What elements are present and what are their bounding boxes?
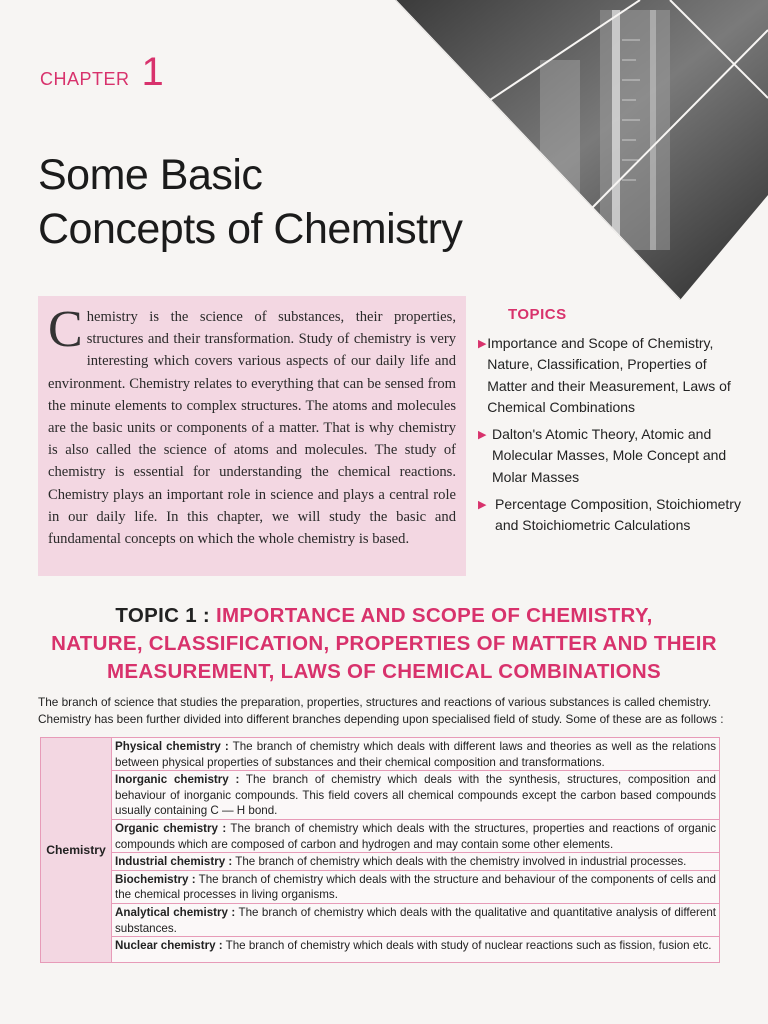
- branches-rows: [112, 738, 719, 962]
- lead-line-1: The branch of science that studies the preparation, properties, structures and reactions of various substances is called chemistry.: [38, 695, 712, 709]
- topic-item-text: Percentage Composition, Stoichiometry and Stoichiometric Calculations: [495, 496, 741, 534]
- branch-row-biochemistry: [112, 871, 719, 904]
- topic-item-text: Importance and Scope of Chemistry, Nature, Classification, Properties of Matter and their Measurement, Laws of Chemical Combinations: [487, 335, 731, 415]
- branch-name: Industrial chemistry :: [115, 855, 233, 869]
- topic-1-line-3: MEASUREMENT, LAWS OF CHEMICAL COMBINATIONS: [107, 660, 661, 683]
- branch-desc: The branch of chemistry which deals with the qualitative and quantitative analysis of different substances.: [115, 905, 717, 935]
- branch-desc: The branch of chemistry which deals with different laws and theories as well as the relations between physical properties of substances and their chemical composition and transformations.: [115, 740, 716, 769]
- topic-1-prefix: TOPIC 1 :: [115, 604, 217, 627]
- branch-row-analytical: [112, 904, 719, 937]
- title-line-1: Some Basic: [38, 151, 263, 199]
- topic-item: [478, 333, 748, 418]
- chapter-label: [40, 52, 164, 92]
- page-title: [38, 148, 558, 256]
- intro-text: hemistry is the science of substances, their properties, structures and their transformation. Study of chemistry is very interesting which covers various aspects of our daily life and environment. Chemistry relates to everything that can be sensed from the minute elements to complex structures. The atoms and molecules are the basic units or components of a matter. That is why chemistry is also called the science of atoms and molecules. The study of chemistry is essential for understanding the chemical reactions. Chemistry plays an important role in science and plays a central role in our daily life. In this chapter, we will study the basic and fundamental concepts on which the whole chemistry is based.: [48, 309, 456, 548]
- topics-list: [478, 306, 748, 543]
- intro-box: [38, 296, 466, 576]
- triangle-right-icon: ▶: [478, 338, 487, 350]
- chapter-number: 1: [141, 50, 164, 94]
- branch-name: Organic chemistry :: [115, 821, 227, 835]
- branch-desc: The branch of chemistry which deals with the chemistry involved in industrial processes.: [235, 855, 687, 869]
- topic-item-text: Dalton's Atomic Theory, Atomic and Molecular Masses, Mole Concept and Molar Masses: [492, 426, 727, 485]
- chapter-word: CHAPTER: [40, 69, 130, 89]
- branch-desc: The branch of chemistry which deals with the synthesis, structures, composition and behaviour of inorganic compounds. This field covers all chemical compounds except the carbon based compounds usually containing C — H bond.: [115, 773, 716, 818]
- branch-name: Nuclear chemistry :: [115, 939, 223, 953]
- topic-item: [478, 424, 748, 488]
- branches-table: [40, 737, 720, 963]
- lead-paragraph: [38, 694, 728, 728]
- branch-name: Inorganic chemistry :: [115, 773, 240, 787]
- branches-category-label: Chemistry: [46, 843, 106, 857]
- triangle-right-icon: ▶: [478, 499, 487, 512]
- lead-line-2: Chemistry has been further divided into different branches depending upon specialised field of study. Some of these are as follows :: [38, 712, 724, 726]
- topic-1-line-2: NATURE, CLASSIFICATION, PROPERTIES OF MATTER AND THEIR: [51, 632, 717, 655]
- topic-item: [478, 494, 748, 537]
- branch-desc: The branch of chemistry which deals with the structure and behaviour of the components of cells and the chemical processes in living organisms.: [115, 872, 716, 902]
- triangle-right-icon: ▶: [478, 429, 487, 442]
- topic-1-heading: [20, 602, 748, 686]
- branch-name: Biochemistry :: [115, 872, 196, 886]
- branch-name: Analytical chemistry :: [115, 905, 236, 919]
- branch-name: Physical chemistry :: [115, 740, 229, 753]
- title-line-2: Concepts of Chemistry: [38, 205, 463, 253]
- branch-row-nuclear: [112, 937, 719, 954]
- branches-category-cell: [41, 738, 112, 962]
- branch-row-industrial: [112, 853, 719, 871]
- branch-desc: The branch of chemistry which deals with the structures, properties and reactions of organic compounds which are composed of carbon and hydrogen and may contain some other elements.: [115, 821, 717, 851]
- intro-dropcap: C: [48, 301, 83, 358]
- branch-desc: The branch of chemistry which deals with study of nuclear reactions such as fission, fusion etc.: [225, 939, 712, 953]
- branch-row-organic: [112, 820, 719, 853]
- topics-heading: TOPICS: [508, 306, 567, 323]
- branch-row-physical: [112, 738, 719, 771]
- topic-1-line-1: IMPORTANCE AND SCOPE OF CHEMISTRY,: [216, 604, 653, 627]
- branch-row-inorganic: [112, 771, 719, 820]
- intro-paragraph: [48, 301, 456, 550]
